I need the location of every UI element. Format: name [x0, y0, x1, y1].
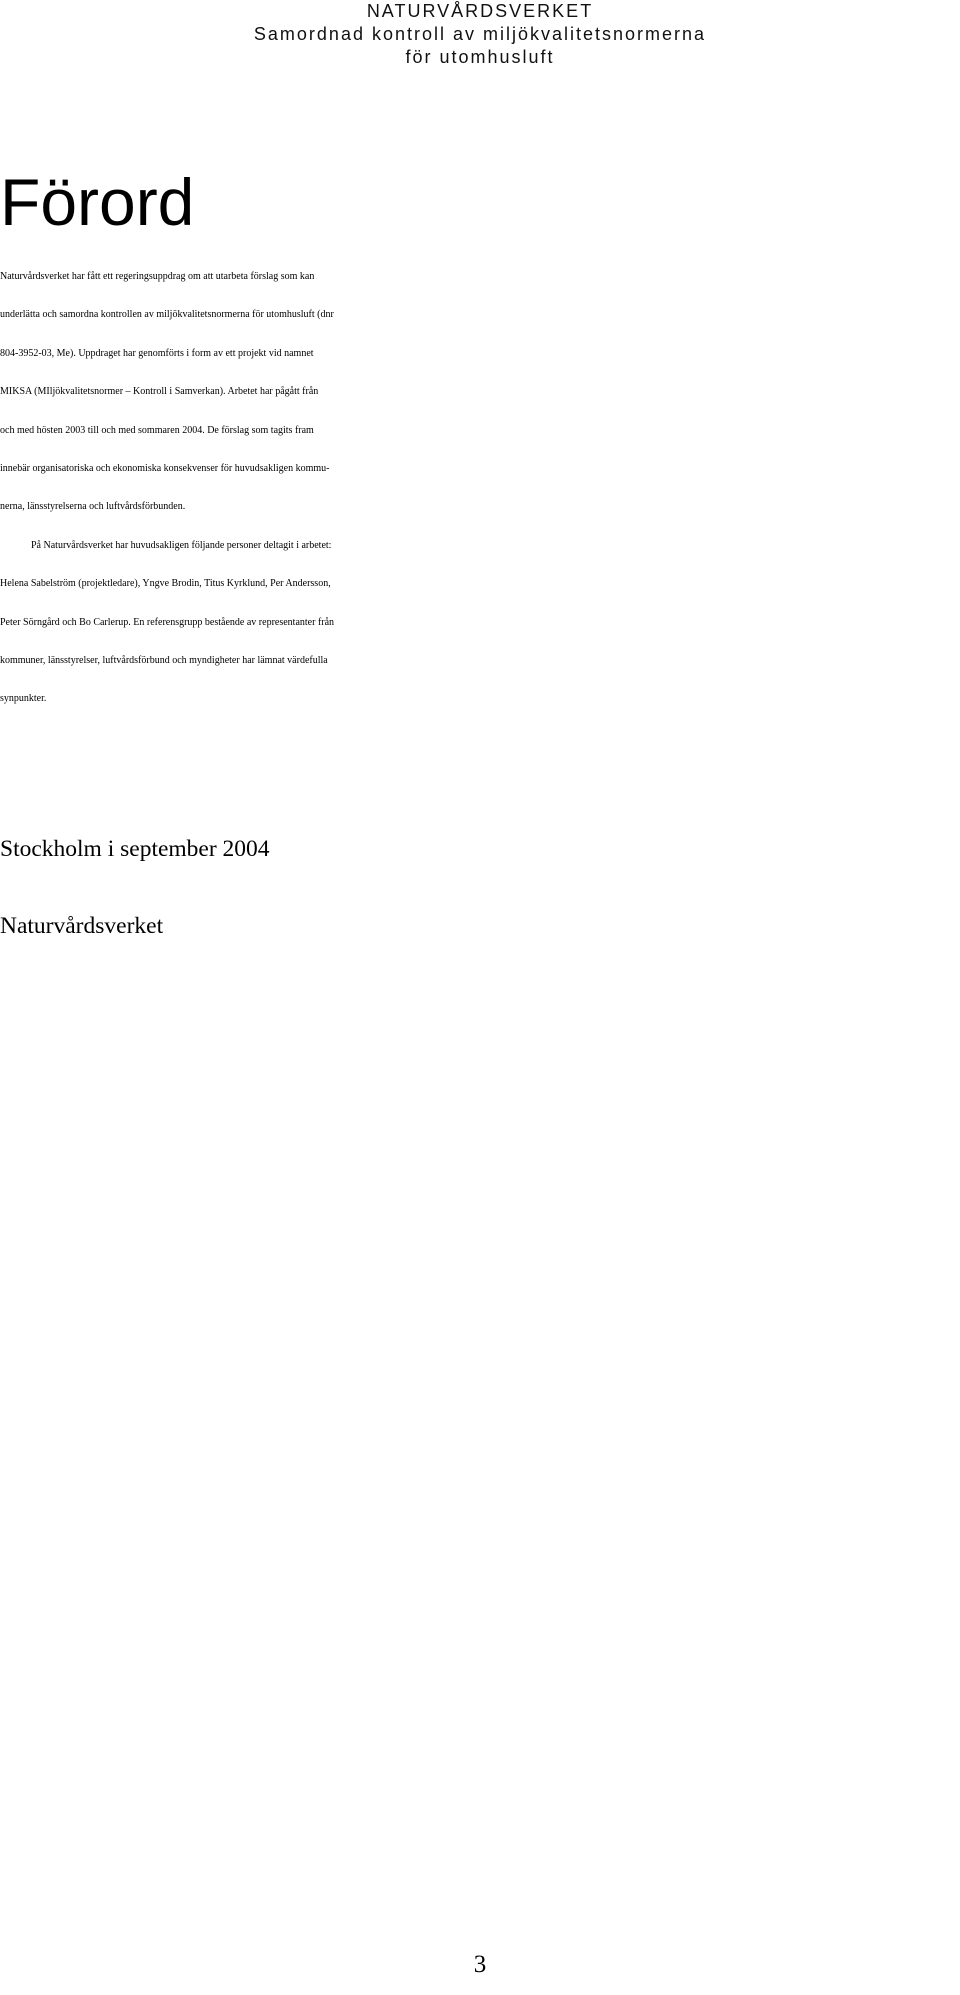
body-line: 804-3952-03, Me). Uppdraget har genomförts i form av ett projekt vid namnet	[0, 347, 314, 359]
header-agency: NATURVÅRDSVERKET	[366, 1, 594, 21]
body-line: och med hösten 2003 till och med sommaren 2004. De förslag som tagits fram	[0, 424, 314, 436]
body-line: Naturvårdsverket har fått ett regeringsuppdrag om att utarbeta förslag som kan	[0, 271, 315, 282]
body-line: nerna, länsstyrelserna och luftvårdsförbunden.	[0, 501, 186, 513]
body-line: underlätta och samordna kontrollen av miljökvalitetsnormerna för utomhusluft (dnr	[0, 309, 334, 321]
signature: Naturvårdsverket	[0, 913, 164, 939]
page-title: Förord	[0, 165, 195, 239]
running-header	[0, 0, 960, 69]
foreword-body	[0, 258, 960, 719]
header-subtitle-line-2: för utomhusluft	[405, 47, 555, 67]
place-and-date: Stockholm i september 2004	[0, 836, 270, 862]
header-subtitle-line-1: Samordnad kontroll av miljökvalitetsnormerna	[253, 24, 707, 44]
page-number: 3	[473, 1951, 487, 1978]
body-line: innebär organisatoriska och ekonomiska konsekvenser för huvudsakligen kommu-	[0, 462, 330, 474]
body-line: kommuner, länsstyrelser, luftvårdsförbund och myndigheter har lämnat värdefulla	[0, 654, 328, 666]
body-line: synpunkter.	[0, 693, 47, 705]
body-line: På Naturvårdsverket har huvudsakligen följande personer deltagit i arbetet:	[31, 539, 332, 551]
body-line: Helena Sabelström (projektledare), Yngve Brodin, Titus Kyrklund, Per Andersson,	[0, 578, 331, 590]
body-line: MIKSA (MIljökvalitetsnormer – Kontroll i Samverkan). Arbetet har pågått från	[0, 386, 319, 398]
body-line: Peter Sörngård och Bo Carlerup. En referensgrupp bestående av representanter från	[0, 616, 335, 628]
